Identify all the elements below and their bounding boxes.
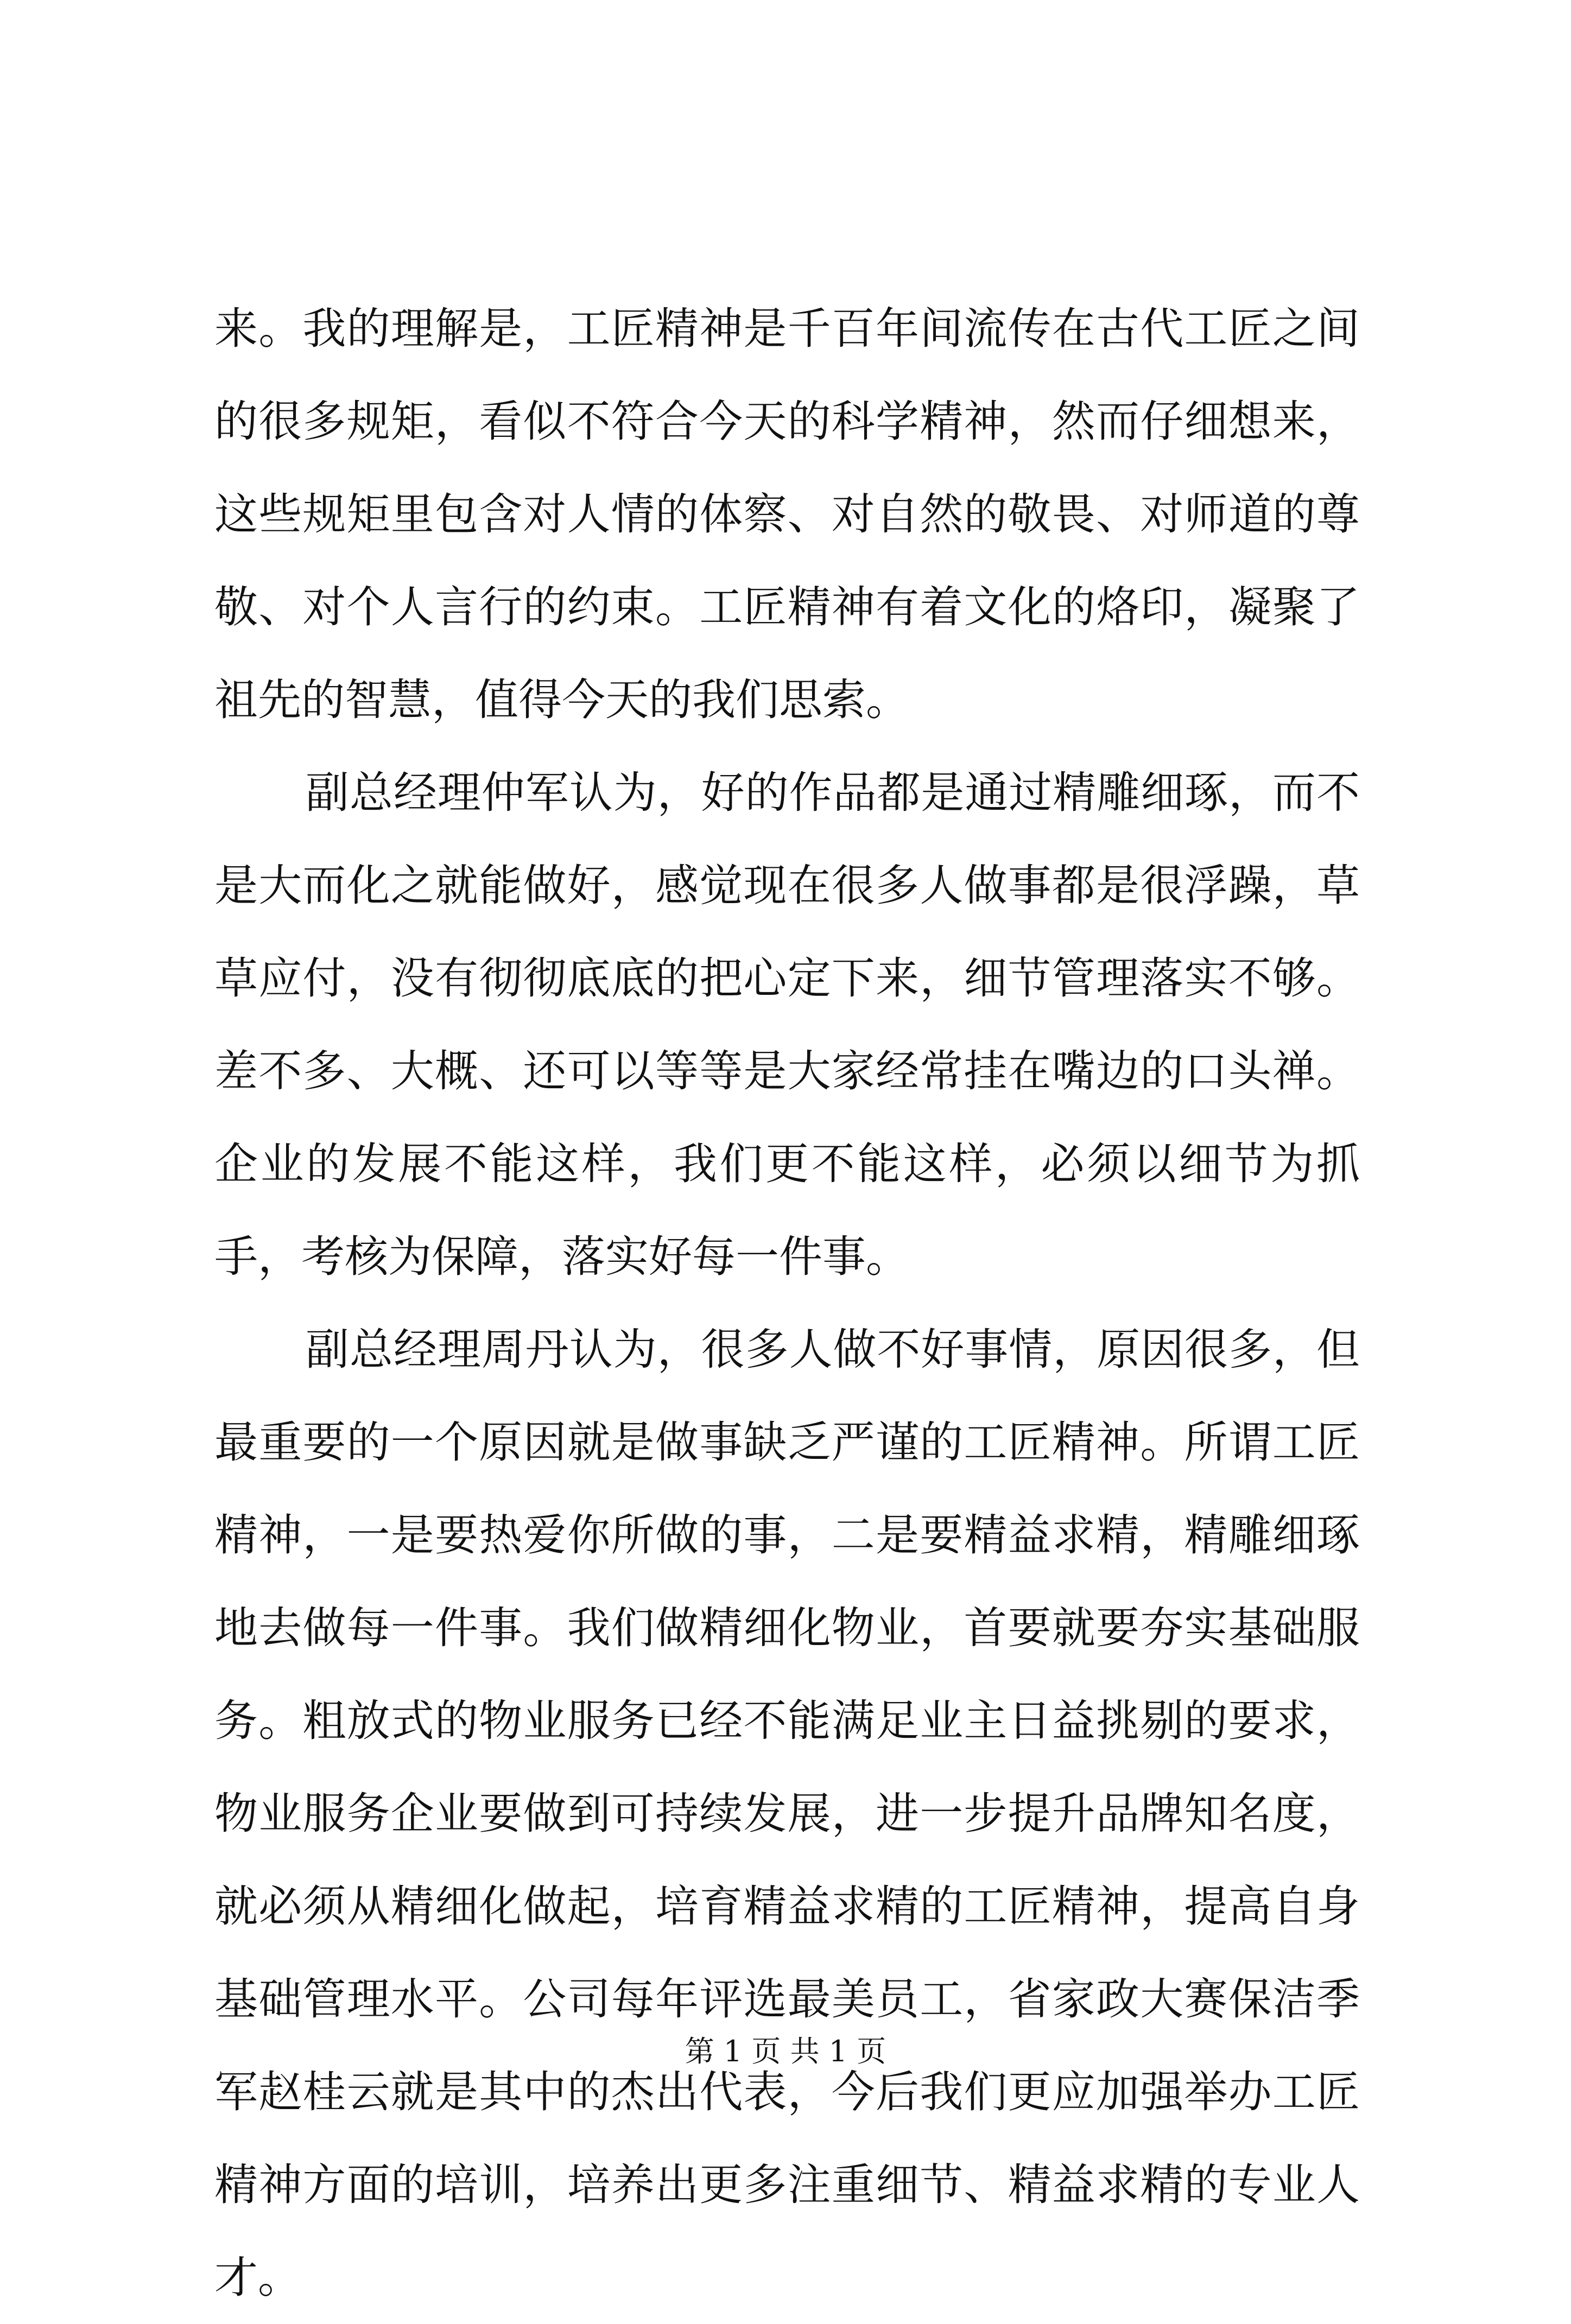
page-footer: 第 1 页 共 1 页 (685, 2034, 886, 2068)
paragraph-2: 副总经理仲军认为，好的作品都是通过精雕细琢，而不是大而化之就能做好，感觉现在很多人做事都是很浮躁，草草应付，没有彻彻底底的把心定下来，细节管理落实不够。差不多、大概、还可以等等是大家经常挂在嘴边的口头禅。企业的发展不能这样，我们更不能这样，必须以细节为抓手，考核为保障，落实好每一件事。 (214, 767, 1360, 1282)
paragraph-1: 来。我的理解是，工匠精神是千百年间流传在古代工匠之间的很多规矩，看似不符合今天的科学精神，然而仔细想来，这些规矩里包含对人情的体察、对自然的敬畏、对师道的尊敬、对个人言行的约束。工匠精神有着文化的烙印，凝聚了祖先的智慧，值得今天的我们思索。 (214, 303, 1360, 725)
document-body (214, 282, 1360, 2324)
paragraph-3: 副总经理周丹认为，很多人做不好事情，原因很多，但最重要的一个原因就是做事缺乏严谨的工匠精神。所谓工匠精神，一是要热爱你所做的事，二是要精益求精，精雕细琢地去做每一件事。我们做精细化物业，首要就要夯实基础服务。粗放式的物业服务已经不能满足业主日益挑剔的要求，物业服务企业要做到可持续发展，进一步提升品牌知名度，就必须从精细化做起，培育精益求精的工匠精神，提高自身基础管理水平。公司每年评选最美员工，省家政大赛保洁季军赵桂云就是其中的杰出代表，今后我们更应加强举办工匠精神方面的培训，培养出更多注重细节、精益求精的专业人才。 (214, 1324, 1360, 2303)
